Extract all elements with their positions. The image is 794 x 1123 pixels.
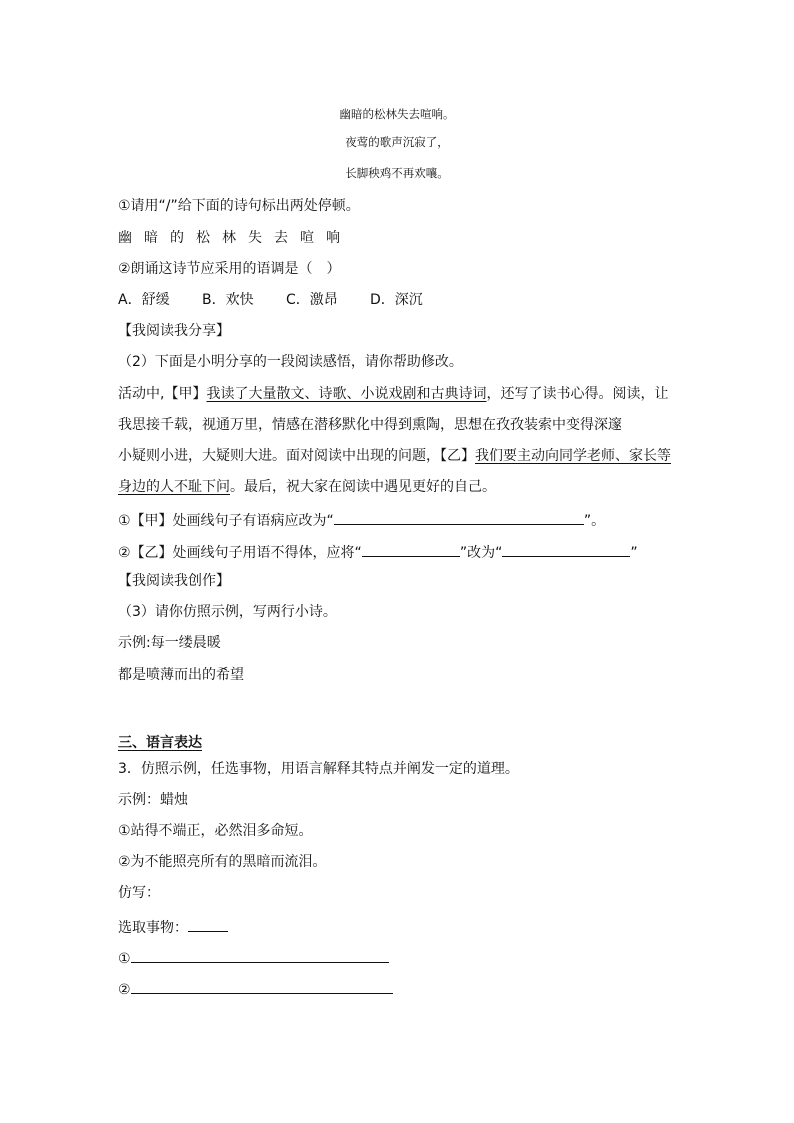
jia-underlined-sentence: 我读了大量散文、诗歌、小说戏剧和古典诗词 xyxy=(206,386,487,402)
section-heading: 三、语言表达 xyxy=(118,735,202,751)
example-line-1: 示例:每一缕晨暖 xyxy=(118,635,221,651)
jia-prefix: 活动中,【甲】 xyxy=(118,386,207,402)
option-d[interactable]: D．深沉 xyxy=(370,292,423,308)
candle-example-1: ①站得不端正，必然泪多命短。 xyxy=(118,823,313,839)
paragraph-line-2: 我思接千载，视通万里，情感在潜移默化中得到熏陶，思想在孜孜装索中变得深邃 xyxy=(118,417,622,433)
create-prompt: （3）请你仿照示例，写两行小诗。 xyxy=(118,604,337,620)
share-heading: 【我阅读我分享】 xyxy=(118,323,230,339)
tone-options xyxy=(118,290,423,310)
fix-yi-line xyxy=(118,540,638,563)
choose-line xyxy=(118,915,228,938)
paragraph-line-1 xyxy=(118,384,668,404)
fix-jia-blank[interactable] xyxy=(334,508,584,525)
option-c[interactable]: C．激昂 xyxy=(286,292,338,308)
fix-yi-blank-revised[interactable] xyxy=(502,540,630,557)
answer-mark-1: ① xyxy=(118,951,131,967)
answer-blank-2[interactable] xyxy=(131,977,393,994)
candle-example: 示例：蜡烛 xyxy=(118,792,188,808)
example-line-2: 都是喷薄而出的希望 xyxy=(118,667,244,683)
fix-jia-prompt: ①【甲】处画线句子有语病应改为“ xyxy=(118,513,334,529)
option-a[interactable]: A．舒缓 xyxy=(118,292,170,308)
paragraph-text: ，还写了读书心得。阅读，让 xyxy=(486,386,669,402)
paragraph-line-4 xyxy=(118,477,496,497)
yi-prefix: 小疑则小进，大疑则大进。面对阅读中出现的问题，【乙】 xyxy=(118,448,475,464)
poem-line-1: 幽暗的松林失去喧响。 xyxy=(339,107,455,121)
fix-yi-middle: ”改为“ xyxy=(459,545,503,561)
paragraph-text: 。最后，祝大家在阅读中遇见更好的自己。 xyxy=(230,479,496,495)
imitate-label: 仿写： xyxy=(118,885,160,901)
poem-line-3: 长脚秧鸡不再欢嚷。 xyxy=(345,166,449,180)
pause-instruction: ①请用“/”给下面的诗句标出两处停顿。 xyxy=(118,198,360,214)
fix-yi-blank-original[interactable] xyxy=(362,540,460,557)
poem-line-2: 夜莺的歌声沉寂了， xyxy=(345,135,449,149)
fix-yi-close: ” xyxy=(630,545,638,561)
fix-jia-line xyxy=(118,508,605,531)
answer-line-1 xyxy=(118,946,389,969)
create-heading: 【我阅读我创作】 xyxy=(118,573,230,589)
yi-underlined-sentence-a: 我们要主动向同学老师、家长等 xyxy=(475,448,671,464)
choose-label: 选取事物： xyxy=(118,920,188,936)
answer-mark-2: ② xyxy=(118,982,131,998)
spaced-poem-line: 幽暗的松林失去喧响 xyxy=(118,230,352,246)
choose-blank[interactable] xyxy=(188,915,228,932)
candle-example-2: ②为不能照亮所有的黑暗而流泪。 xyxy=(118,854,327,870)
answer-blank-1[interactable] xyxy=(131,946,389,963)
share-prompt: （2）下面是小明分享的一段阅读感悟，请你帮助修改。 xyxy=(118,354,463,370)
paragraph-line-3 xyxy=(118,446,671,466)
fix-yi-prompt: ②【乙】处画线句子用语不得体，应将“ xyxy=(118,545,362,561)
fix-jia-close: ”。 xyxy=(583,513,606,529)
tone-question: ②朗诵这诗节应采用的语调是（ ） xyxy=(118,261,341,277)
answer-line-2 xyxy=(118,977,393,1000)
yi-underlined-sentence-b: 身边的人不耻下问 xyxy=(118,479,230,495)
section3-question: 3．仿照示例，任选事物，用语言解释其特点并阐发一定的道理。 xyxy=(118,761,519,777)
option-b[interactable]: B．欢快 xyxy=(202,292,254,308)
